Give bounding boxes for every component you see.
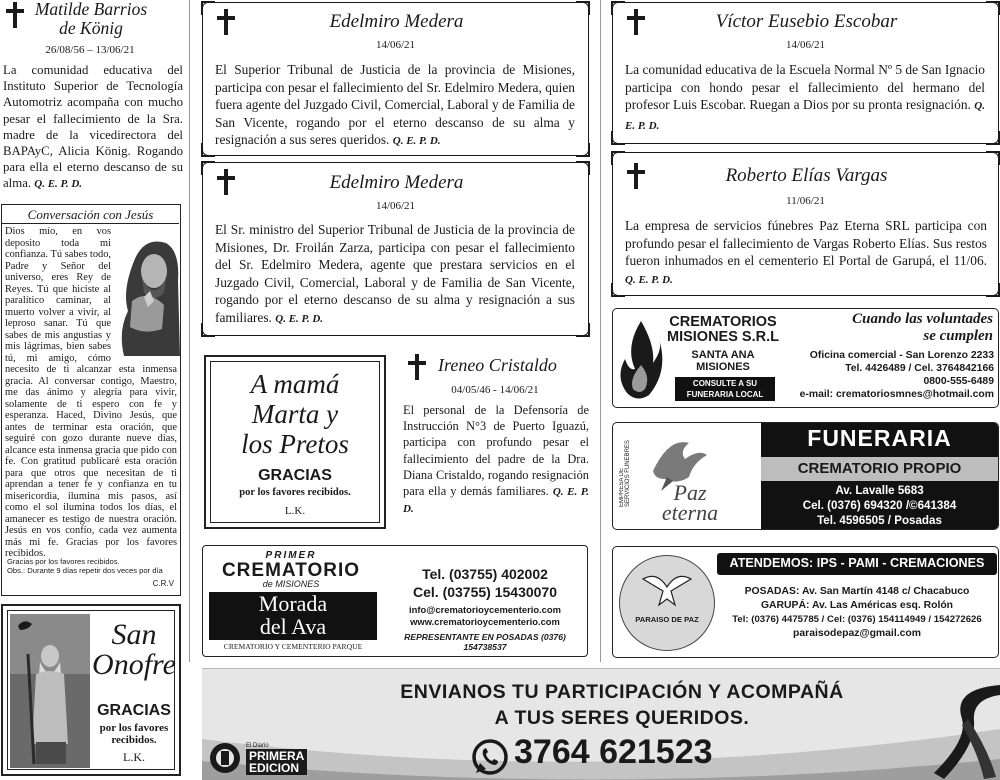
obituary-text: La empresa de servicios fúnebres Paz Eterna SRL participa con profundo pesar el fallecimiento de Vargas Roberto Elías. Sus restos fueron inhumados en el cementerio El Portal de Garupá, el 11/06.: [625, 218, 987, 268]
ad-posadas: POSADAS: Av. San Martín 4148 c/ Chacabuco: [744, 586, 970, 597]
ad-office: Oficina comercial - San Lorenzo 2233: [809, 350, 994, 361]
whatsapp-icon: [470, 737, 510, 777]
cross-icon: [4, 2, 26, 28]
ad-parque: CREMATORIO Y CEMENTERIO PARQUE: [223, 642, 363, 651]
qepd: Q. E. P. D.: [625, 100, 985, 132]
ad-badge-cont: FUNERARIA LOCAL: [686, 390, 764, 399]
prayer-text: Dios mío, en vos deposito toda mi confianza. Tú sabes todo, Padre y Señor del universo, eres Rey de Reyes. Tú que hiciste al paralítico caminar, al muerto volver a vivir, al leproso sanar. Tú que sabes de mis angustias y mis lágrimas, bien sabes tú, mi amigo, cómo necesito de ti alcanzar esta inmensa gracia. Al conversar contigo, Maestro, me das ánimo y alegría para vivir, solamente de ti espero con fe y esperanza. Haced, Divino Jesús, que antes de terminar esta oración, que seguiré con gozo durante nueve días, alcance esta inmensa gracia que pido con fe. Con gratitud publicaré esta oración para que otros que necesitan de ti aprendan a tener fe y confianza en tu misericordia, ilumina mis pasos, así como el sol ilumina todos los días, el amanecer es testigo de nuestra oración. Jesús en vos confío, cada vez aumenta más mi fe. Gracias por los favores recibidos.: [5, 226, 177, 559]
obituary-text: La comunidad educativa de la Escuela Normal Nº 5 de San Ignacio participa con hondo pesar el fallecimiento del hermano del profesor Luis Escobar. Ruegan a Dios por su pronta resignación.: [625, 62, 985, 112]
ad-paz-eterna: [612, 422, 999, 530]
banner-brand-small: El Diario: [246, 743, 269, 749]
qepd: Q. E. P. D.: [34, 178, 83, 191]
prayer-signature: C.R.V: [152, 579, 174, 588]
favores: por los favores recibidos.: [99, 722, 169, 746]
ad-atendemos: ATENDEMOS: IPS - PAMI - CREMACIONES: [729, 556, 985, 570]
cross-icon: [406, 354, 428, 380]
obituary-text: La comunidad educativa del Instituto Superior de Tecnología Automotriz acompaña con mucho pesar el fallecimiento de la Sra. madre de la vicedirectora del BAPAyC, Alicia König. Rogando para ella el eterno descanso de su alma.: [3, 63, 183, 191]
ad-email: paraisodepaz@gmail.com: [793, 628, 921, 639]
banner-phone: 3764 621523: [514, 733, 713, 771]
prayer-footer-thanks: Gracias por los favores recibidos.: [7, 557, 120, 566]
initials: L.K.: [284, 505, 306, 517]
deceased-name: Ireneo Cristaldo: [438, 355, 557, 375]
paraiso-logo-text: PARAISO DE PAZ: [635, 615, 699, 624]
ad-arc-text: EMPRESA DE SERVICIOS FUNEBRES: [619, 440, 631, 507]
notice-title: San: [111, 618, 157, 651]
banner-line1: ENVIANOS TU PARTICIPACIÓN Y ACOMPAÑÁ: [400, 681, 844, 703]
mourning-ribbon-icon: [872, 679, 1000, 779]
ad-web: www.crematorioycementerio.com: [410, 616, 560, 627]
prayer-conversacion: [1, 204, 181, 596]
obituary-date: 26/08/56 – 13/06/21: [45, 44, 135, 56]
obituary-edelmiro-1: [202, 2, 589, 156]
deceased-name: Edelmiro Medera: [329, 11, 464, 32]
ad-badge: CONSULTE A SU: [692, 379, 758, 388]
ad-tel: Tel: (0376) 4475785 / Cel: (0376) 154114949 / 154272626: [732, 614, 982, 625]
san-onofre-image: [10, 614, 90, 768]
dove-icon: [641, 569, 693, 609]
deceased-name: Edelmiro Medera: [329, 172, 464, 193]
obituary-date: 14/06/21: [785, 39, 826, 51]
notice-title-cont: Onofre: [92, 648, 176, 681]
ad-paraiso-de-paz: [612, 546, 999, 658]
column-divider-1: [189, 0, 190, 662]
qepd: Q. E. P. D.: [403, 486, 589, 516]
prayer-title: Conversación con Jesús: [27, 207, 154, 222]
ad-location: SANTA ANA: [691, 349, 755, 361]
qepd: Q. E. P. D.: [275, 312, 324, 325]
banner-primera-edicion: [202, 668, 1000, 780]
deceased-name: Roberto Elías Vargas: [725, 165, 888, 186]
ad-crematorio: CREMATORIO: [221, 560, 361, 581]
qepd: Q. E. P. D.: [625, 273, 673, 286]
initials: L.K.: [123, 750, 145, 764]
divider: [2, 223, 179, 224]
ad-slogan-cont: se cumplen: [923, 328, 993, 344]
ad-0800: 0800-555-6489: [923, 376, 994, 387]
ad-address: Av. Lavalle 5683: [835, 484, 924, 497]
ad-location-cont: MISIONES: [696, 361, 750, 373]
obituary-text: El Sr. ministro del Superior Tribunal de Justicia de la provincia de Misiones, Dr. Froilán Zarza, participa con pesar el fallecimiento del Sr. Edelmiro Medera, agente que prestara servicios en el Juzgado Civil, Comercial, Laboral y de Familia de San Vicente, rogando por el eterno descanso de su alma y resignación a sus familiares.: [215, 222, 575, 325]
gracias: GRACIAS: [97, 702, 171, 719]
column-divider-2: [600, 0, 601, 662]
notice-line: A mamá: [250, 369, 340, 399]
cross-icon: [215, 169, 237, 195]
obituary-text: El personal de la Defensoría de Instrucción N°3 de Puerto Iguazú, participa con profundo pesar el fallecimiento del padre de la Dra. Diana Cristaldo, rogando resignación para ella y demás familiares.: [403, 403, 589, 499]
obituary-victor: [612, 2, 999, 144]
ad-crematorios-misiones: [612, 308, 999, 408]
ad-de-misiones: de MISIONES: [262, 579, 320, 589]
ad-name-cont: MISIONES S.R.L: [667, 329, 779, 345]
ad-slogan: Cuando las voluntades: [852, 311, 993, 327]
cross-icon: [625, 9, 647, 35]
banner-line2: A TUS SERES QUERIDOS.: [494, 707, 750, 729]
obituary-text: El Superior Tribunal de Justicia de la provincia de Misiones, participa con pesar el fallecimiento del Sr. Edelmiro Medera, quien fuera agente del Juzgado Civil, Comercial, Laboral y de Familia de San Vicente, rogando por el eterno descanso de su alma y resignación a sus seres queridos.: [215, 62, 575, 147]
obituary-date: 04/05/46 - 14/06/21: [451, 384, 539, 396]
obituary-date: 14/06/21: [375, 200, 416, 212]
cross-icon: [625, 163, 647, 189]
notice-san-onofre: [1, 604, 181, 776]
banner-brand-cont: EDICION: [249, 761, 300, 775]
ad-cel: Cel. (0376) 694320 /©641384: [802, 499, 957, 512]
deceased-name-cont: de König: [59, 18, 123, 38]
qepd: Q. E. P. D.: [392, 135, 441, 147]
deceased-name: Matilde Barrios: [34, 0, 148, 19]
obituary-roberto: [612, 152, 999, 296]
obituary-date: 14/06/21: [375, 39, 416, 51]
ad-del-ava: del Ava: [259, 614, 327, 639]
ad-representante: REPRESENTANTE EN POSADAS (0376) 154738537: [404, 632, 566, 652]
notice-line: los Pretos: [241, 429, 349, 459]
ad-cel: Cel. (03755) 15430070: [413, 584, 557, 600]
ad-email: info@crematorioycementerio.com: [409, 604, 561, 615]
ad-logo-cont: eterna: [661, 500, 719, 525]
deceased-name: Víctor Eusebio Escobar: [715, 11, 898, 32]
ad-email: e-mail: crematoriosmnes@hotmail.com: [799, 389, 994, 400]
gracias: GRACIAS: [258, 467, 332, 484]
ad-name: CREMATORIOS: [669, 314, 777, 330]
ad-crematorio-propio: CREMATORIO PROPIO: [797, 460, 962, 477]
cross-icon: [215, 9, 237, 35]
prayer-footer-note: Obs.: Durante 9 días repetir dos veces por día: [7, 566, 163, 575]
ad-morada: Morada: [258, 591, 328, 616]
notice-a-mama: [204, 355, 386, 529]
obituary-edelmiro-2: [202, 162, 589, 336]
favores: por los favores recibidos.: [239, 487, 351, 498]
primera-edicion-logo-icon: [208, 741, 242, 775]
ad-garupa: GARUPÁ: Av. Las Américas esq. Rolón: [760, 600, 954, 611]
ad-funeraria: FUNERARIA: [807, 425, 952, 451]
banner-brand: PRIMERA: [249, 749, 305, 763]
ad-primer: PRIMER: [265, 550, 317, 561]
ad-morada-del-ava: [202, 545, 588, 657]
obituary-date: 11/06/21: [786, 195, 825, 207]
ad-logo: Paz: [673, 480, 707, 505]
ad-tel: Tel. 4596505 / Posadas: [817, 514, 942, 527]
ad-tel: Tel. 4426489 / Cel. 3764842166: [845, 363, 994, 374]
notice-line: Marta y: [251, 399, 339, 429]
ad-tel: Tel. (03755) 402002: [422, 566, 548, 582]
